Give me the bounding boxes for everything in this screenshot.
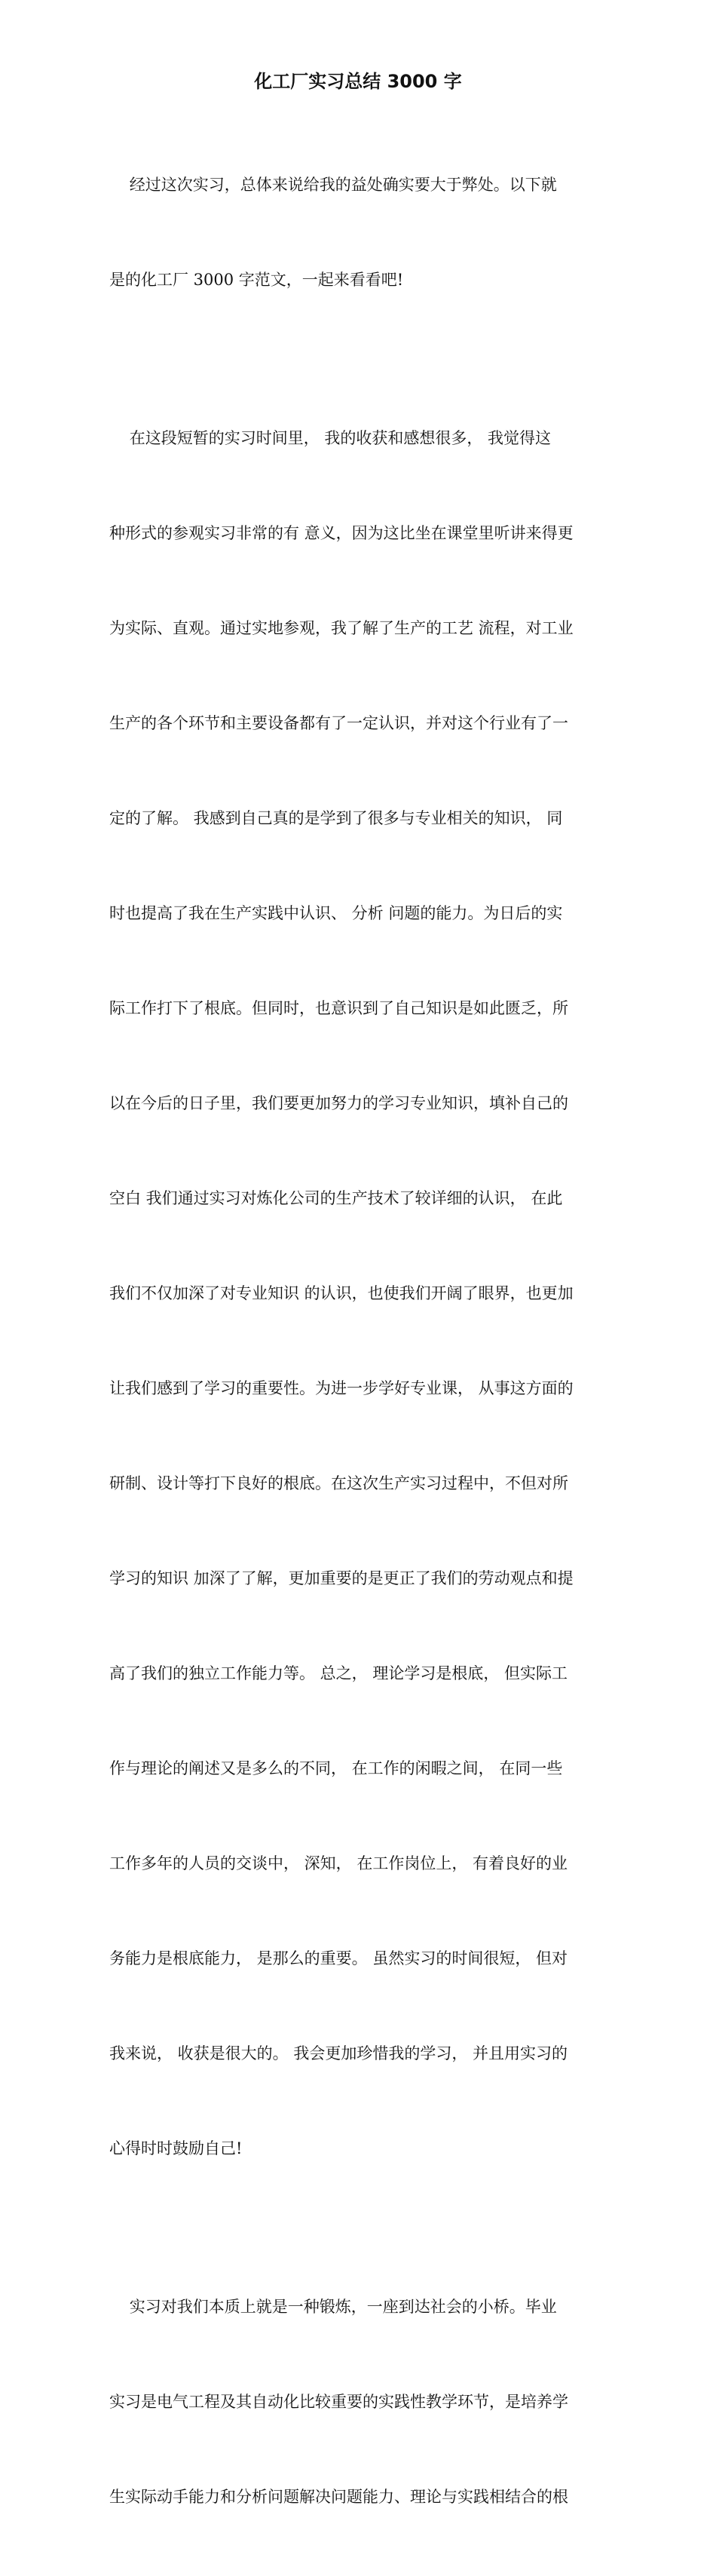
paragraph-1 bbox=[109, 106, 608, 359]
document-title: 化工厂实习总结 3000 字 bbox=[254, 71, 462, 92]
paragraph-2 bbox=[109, 359, 608, 2228]
paragraph-line: 高了我们的独立工作能力等。 总之， 理论学习是根底， 但实际工 bbox=[109, 1664, 568, 1682]
paragraph-line: 实习对我们本质上就是一种锻炼，一座到达社会的小桥。毕业 bbox=[109, 2298, 557, 2316]
paragraph-line: 作与理论的阐述又是多么的不同， 在工作的闲暇之间， 在同一些 bbox=[109, 1759, 563, 1777]
paragraph-line: 研制、设计等打下良好的根底。在这次生产实习过程中，不但对所 bbox=[109, 1474, 568, 1492]
paragraph-line: 际工作打下了根底。但同时，也意识到了自己知识是如此匮乏，所 bbox=[109, 999, 568, 1017]
paragraph-line: 在这段短暂的实习时间里， 我的收获和感想很多， 我觉得这 bbox=[109, 429, 552, 447]
paragraph-line: 生实际动手能力和分析问题解决问题能力、理论与实践相结合的根 bbox=[109, 2488, 568, 2506]
paragraph-line: 生产的各个环节和主要设备都有了一定认识，并对这个行业有了一 bbox=[109, 714, 568, 732]
paragraph-line: 定的了解。 我感到自己真的是学到了很多与专业相关的知识， 同 bbox=[109, 809, 563, 827]
paragraph-line: 我们不仅加深了对专业知识 的认识，也使我们开阔了眼界，也更加 bbox=[109, 1284, 574, 1302]
paragraph-line: 是的化工厂 3000 字范文，一起来看看吧! bbox=[109, 271, 404, 289]
paragraph-line: 以在今后的日子里，我们要更加努力的学习专业知识，填补自己的 bbox=[109, 1094, 568, 1112]
paragraph-line: 让我们感到了学习的重要性。为进一步学好专业课， 从事这方面的 bbox=[109, 1379, 574, 1397]
paragraph-line: 工作多年的人员的交谈中， 深知， 在工作岗位上， 有着良好的业 bbox=[109, 1854, 568, 1872]
paragraph-line: 学习的知识 加深了了解，更加重要的是更正了我们的劳动观点和提 bbox=[109, 1569, 574, 1587]
paragraph-line: 实习是电气工程及其自动化比较重要的实践性教学环节，是培养学 bbox=[109, 2393, 568, 2411]
paragraph-line: 经过这次实习，总体来说给我的益处确实要大于弊处。以下就 bbox=[109, 176, 557, 194]
paragraph-line: 我来说， 收获是很大的。 我会更加珍惜我的学习， 并且用实习的 bbox=[109, 2044, 568, 2062]
paragraph-line: 时也提高了我在生产实践中认识、 分析 问题的能力。为日后的实 bbox=[109, 904, 563, 922]
paragraph-line: 空白 我们通过实习对炼化公司的生产技术了较详细的认识， 在此 bbox=[109, 1189, 563, 1207]
paragraph-3 bbox=[109, 2228, 608, 2576]
paragraph-line: 务能力是根底能力， 是那么的重要。 虽然实习的时间很短， 但对 bbox=[109, 1949, 568, 1967]
paragraph-line: 为实际、直观。通过实地参观，我了解了生产的工艺 流程，对工业 bbox=[109, 619, 574, 637]
paragraph-line: 心得时时鼓励自己! bbox=[109, 2139, 243, 2157]
paragraph-line: 种形式的参观实习非常的有 意义，因为这比坐在课堂里听讲来得更 bbox=[109, 524, 574, 542]
document-body bbox=[109, 106, 608, 2576]
